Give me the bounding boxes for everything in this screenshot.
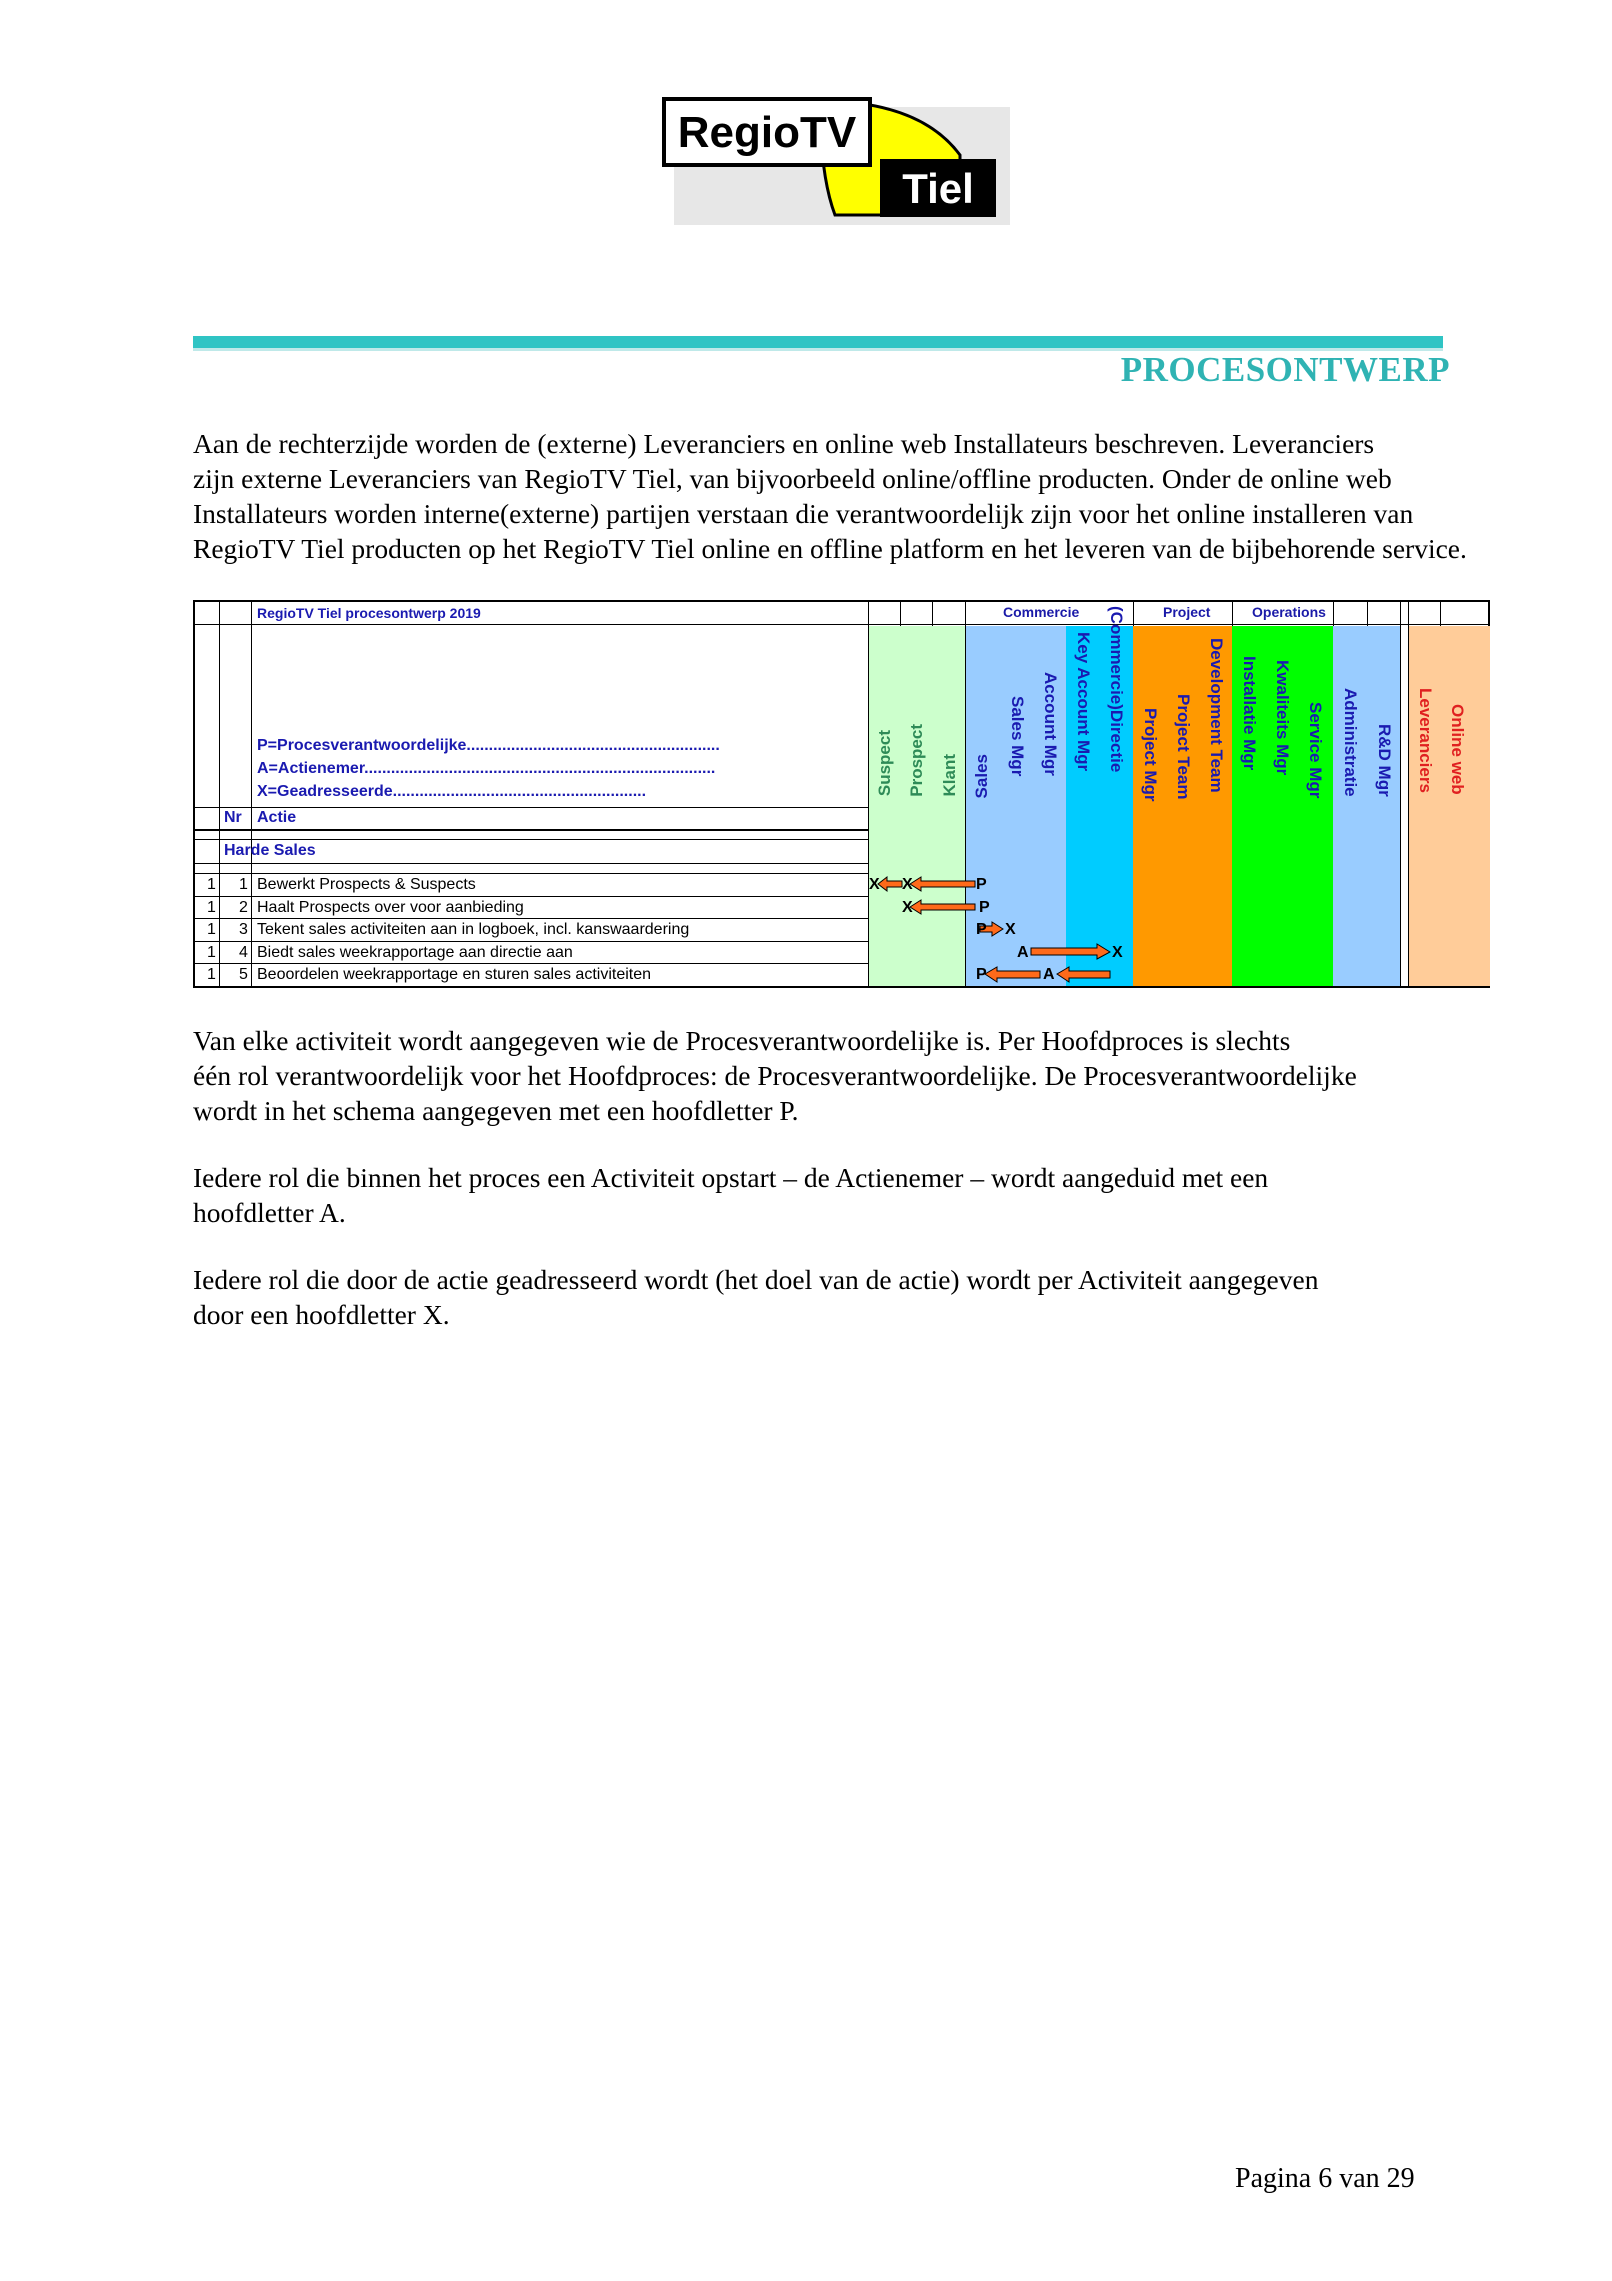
role-sales-mgr: Sales Mgr xyxy=(1008,696,1027,777)
page-number: Pagina 6 van 29 xyxy=(1235,2163,1415,2194)
legend-x: X=Geadresseerde......................................................... xyxy=(257,783,647,800)
role-prospect: Prospect xyxy=(907,724,926,797)
row-actie: Tekent sales activiteiten aan in logboek, incl. kanswaardering xyxy=(257,921,690,938)
logo-text-regiotv: RegioTV xyxy=(677,108,857,157)
row-actie: Haalt Prospects over voor aanbieding xyxy=(257,899,524,916)
body-line: hoofdletter A. xyxy=(193,1197,346,1228)
mark-x: X xyxy=(902,899,913,916)
mark-x: X xyxy=(1005,921,1016,938)
body-line: één rol verantwoordelijk voor het Hoofdproces: de Procesverantwoordelijke. De Procesverantwoordelijke xyxy=(193,1060,1357,1091)
row-group: 1 xyxy=(207,921,216,938)
row-group: 1 xyxy=(207,944,216,961)
role-commercie-directie: (Commercie)Directie xyxy=(1107,606,1126,773)
intro-line: Aan de rechterzijde worden de (externe) Leveranciers en online web Installateurs beschreven. Leveranciers xyxy=(193,428,1375,459)
body-line: door een hoofdletter X. xyxy=(193,1299,450,1330)
role-online-web: Online web xyxy=(1448,704,1467,795)
intro-line: RegioTV Tiel producten op het RegioTV Tiel online en offline platform en het leveren van de bijbehorende service. xyxy=(193,533,1467,564)
arrow-row1-a xyxy=(878,877,902,891)
mark-p: P xyxy=(976,876,987,893)
role-administratie: Administratie xyxy=(1341,688,1360,797)
role-project-mgr: Project Mgr xyxy=(1141,708,1160,802)
mark-a: A xyxy=(1043,966,1055,983)
relation-arrows xyxy=(195,602,1488,986)
regiotv-tiel-logo xyxy=(660,95,1010,225)
arrow-row2 xyxy=(910,900,975,914)
arrow-row4 xyxy=(1031,944,1110,959)
row-nr: 2 xyxy=(239,899,248,916)
role-kwaliteits-mgr: Kwaliteits Mgr xyxy=(1273,660,1292,776)
group-project: Project xyxy=(1163,604,1211,620)
mark-x: X xyxy=(902,876,913,893)
role-account-mgr: Account Mgr xyxy=(1041,672,1060,776)
body-line: Iedere rol die door de actie geadresseerd wordt (het doel van de actie) wordt per Activiteit aangegeven xyxy=(193,1264,1319,1295)
mark-p: P xyxy=(979,899,990,916)
role-leveranciers: Leveranciers xyxy=(1416,688,1435,793)
row-actie: Biedt sales weekrapportage aan directie aan xyxy=(257,944,573,961)
actie-header: Actie xyxy=(257,809,297,826)
row-group: 1 xyxy=(207,899,216,916)
body-line: Van elke activiteit wordt aangegeven wie de Procesverantwoordelijke is. Per Hoofdproces is slechts xyxy=(193,1025,1291,1056)
row-nr: 4 xyxy=(239,944,248,961)
role-service-mgr: Service Mgr xyxy=(1306,702,1325,799)
paragraph-actienemer xyxy=(193,1160,1593,1230)
section-title: PROCESONTWERP xyxy=(1120,350,1450,389)
intro-line: zijn externe Leveranciers van RegioTV Tiel, van bijvoorbeeld online/offline producten. Onder de online web xyxy=(193,463,1392,494)
table-title: RegioTV Tiel procesontwerp 2019 xyxy=(257,605,481,621)
paragraph-geadresseerde xyxy=(193,1262,1593,1332)
row-actie: Beoordelen weekrapportage en sturen sales activiteiten xyxy=(257,966,652,983)
mark-p: P xyxy=(976,966,987,983)
mark-x: X xyxy=(869,876,880,893)
section-harde-sales: Harde Sales xyxy=(224,842,316,859)
group-commercie: Commercie xyxy=(1003,604,1080,620)
role-key-account-mgr: Key Account Mgr xyxy=(1074,632,1093,772)
paragraph-procesverantwoordelijke xyxy=(193,1023,1593,1128)
role-suspect: Suspect xyxy=(875,730,894,797)
arrow-row5-b xyxy=(1057,967,1110,982)
row-actie: Bewerkt Prospects & Suspects xyxy=(257,876,476,893)
row-nr: 3 xyxy=(239,921,248,938)
role-rd-mgr: R&D Mgr xyxy=(1375,724,1394,797)
row-group: 1 xyxy=(207,966,216,983)
legend-a: A=Actienemer............................................................................... xyxy=(257,760,716,777)
role-development-team: Development Team xyxy=(1207,638,1226,793)
logo-text-tiel: Tiel xyxy=(902,165,974,212)
row-group: 1 xyxy=(207,876,216,893)
role-installatie-mgr: Installatie Mgr xyxy=(1240,656,1259,771)
mark-x: X xyxy=(1112,944,1123,961)
row-nr: 5 xyxy=(239,966,248,983)
process-design-table xyxy=(193,600,1490,988)
group-operations: Operations xyxy=(1252,604,1326,620)
header-rule xyxy=(193,336,1443,348)
role-klant: Klant xyxy=(940,754,959,797)
body-line: Iedere rol die binnen het proces een Activiteit opstart – de Actienemer – wordt aangeduid met een xyxy=(193,1162,1269,1193)
row-nr: 1 xyxy=(239,876,248,893)
role-sales: Sales xyxy=(972,754,991,799)
intro-paragraph xyxy=(193,426,1593,566)
legend-p: P=Procesverantwoordelijke......................................................... xyxy=(257,737,720,754)
arrow-row1-b xyxy=(910,877,975,891)
body-line: wordt in het schema aangegeven met een hoofdletter P. xyxy=(193,1095,799,1126)
nr-header: Nr xyxy=(224,809,242,826)
intro-line: Installateurs worden interne(externe) partijen verstaan die verantwoordelijk zijn voor het online installeren van xyxy=(193,498,1414,529)
role-project-team: Project Team xyxy=(1174,694,1193,800)
mark-p: P xyxy=(976,921,987,938)
mark-a: A xyxy=(1017,944,1029,961)
arrow-row5-a xyxy=(985,967,1040,982)
